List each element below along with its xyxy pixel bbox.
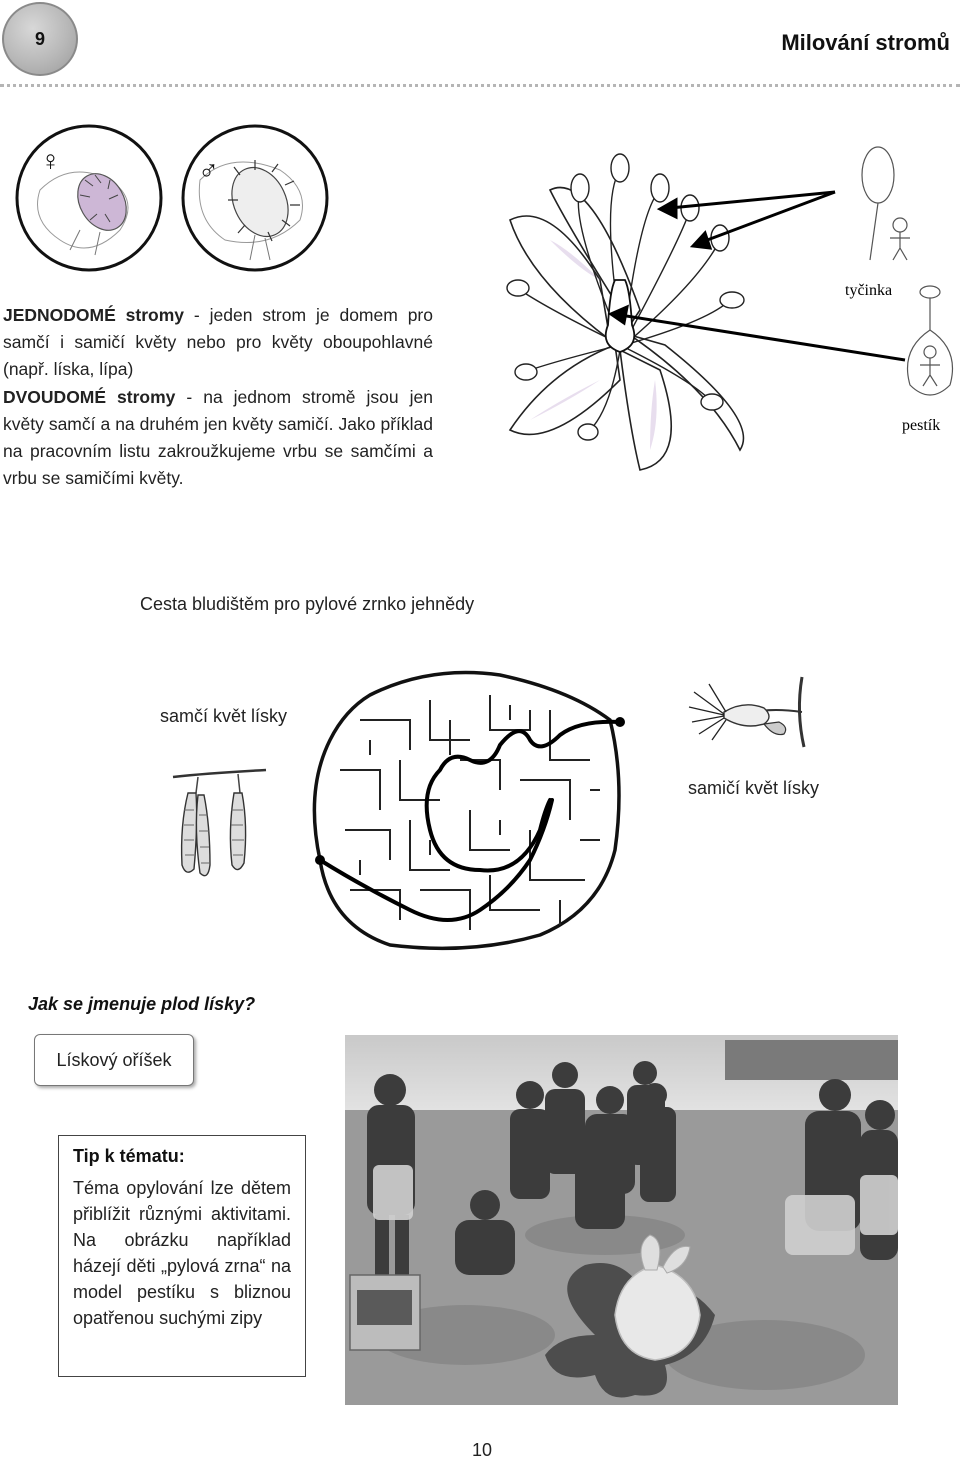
chapter-number-badge — [2, 2, 78, 76]
tip-box — [58, 1135, 306, 1377]
page-title: Milování stromů — [781, 30, 950, 55]
hazel-fruit-question: Jak se jmenuje plod lísky? — [28, 994, 256, 1014]
pistil-label: pestík — [902, 417, 941, 434]
tip-title: Tip k tématu: — [73, 1146, 185, 1166]
intro-paragraph-dioecious — [3, 384, 433, 492]
hazel-catkins-illustration — [168, 765, 278, 890]
maze-title: Cesta bludištěm pro pylové zrnko jehnědy — [140, 594, 475, 614]
page-number: 10 — [472, 1440, 493, 1460]
answer-text: Lískový oříšek — [56, 1049, 172, 1070]
dioecious-text: - na jednom stromě jsou jen květy samčí a na druhém jen květy samičí. Jako příklad na pracovním listu zakroužkujeme vrbu se samčími a vrbu se samičími květy. — [3, 387, 433, 488]
male-symbol: ♂ — [198, 155, 219, 186]
female-hazel-flower-illustration — [684, 672, 822, 750]
flower-diagram — [490, 130, 960, 490]
willow-flowers-illustration — [10, 120, 336, 278]
tip-text: Téma opylování lze dětem přiblížit různými aktivitami. Na obrázku například házejí děti „pylová zrna“ na model pestíku s bliznou opatřenou suchými zipy — [73, 1178, 291, 1328]
monoecious-text: - jeden strom je domem pro samčí i samičí květy nebo pro květy oboupohlavné (např. líska, lípa) — [3, 305, 433, 379]
male-flower-caption: samčí květ lísky — [160, 706, 288, 726]
monoecious-term: JEDNODOMÉ stromy — [3, 305, 185, 325]
female-symbol: ♀ — [40, 145, 61, 176]
intro-paragraph-monoecious — [3, 302, 433, 383]
children-pollination-photo — [345, 1035, 898, 1405]
dioecious-term: DVOUDOMÉ stromy — [3, 387, 176, 407]
female-flower-caption: samičí květ lísky — [688, 778, 820, 798]
maze-illustration — [300, 660, 630, 960]
chapter-number: 9 — [34, 28, 45, 49]
stamen-label: tyčinka — [845, 282, 893, 299]
answer-box — [34, 1034, 194, 1086]
header-divider — [0, 84, 960, 87]
